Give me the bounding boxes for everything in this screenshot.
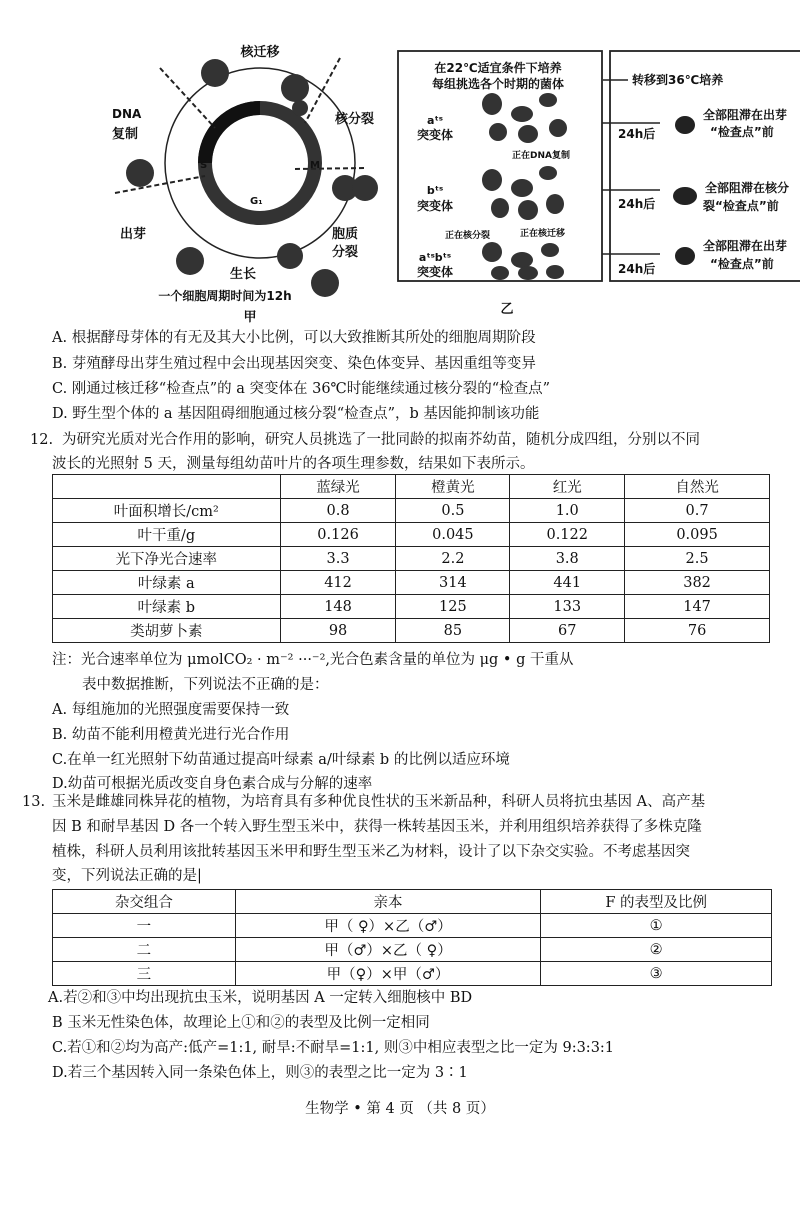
label-nuclear-division: 核分裂 — [335, 112, 375, 127]
cycle-arrow-circle — [165, 68, 355, 258]
q11-option-d: D. 野生型个体的 a 基因阻碍细胞通过核分裂“检查点”，b 基因能抑制该功能 — [52, 406, 540, 422]
q13-stem-1: 玉米是雌雄同株异花的植物，为培育具有多种优良性状的玉米新品种，科研人员将抗虫基因 A、高产基 — [52, 794, 706, 810]
svg-text:突变体: 突变体 — [416, 128, 454, 142]
q13-option-d: D.若三个基因转入同一条染色体上，则③的表型之比一定为 3∶1 — [52, 1065, 468, 1081]
figure-yi — [398, 51, 800, 317]
svg-text:正在核迁移: 正在核迁移 — [520, 229, 566, 239]
q13-number: 13. — [22, 794, 46, 810]
table-header-row: 杂交组合 亲本 F 的表型及比例 — [53, 890, 772, 914]
label-m: M — [310, 160, 320, 171]
label-s: S — [200, 160, 208, 171]
svg-text:全部阻滞在出芽: 全部阻滞在出芽 — [703, 239, 788, 253]
q13-option-a: A.若②和③中均出现抗虫玉米，说明基因 A 一定转入细胞核中 BD — [48, 990, 473, 1006]
figure-title-yi: 乙 — [500, 302, 514, 317]
table-row: 一 甲（ ♀）×乙（♂） ① — [53, 914, 772, 938]
svg-text:24h后: 24h后 — [618, 127, 656, 141]
page-footer: 生物学 • 第 4 页 （共 8 页） — [305, 1101, 495, 1117]
q12-option-d: D.幼苗可根据光质改变自身色素合成与分解的速率 — [52, 776, 373, 792]
label-g1: G₁ — [250, 196, 263, 207]
table-row: 叶绿素 a 412 314 441 382 — [53, 571, 770, 595]
q12-table — [52, 474, 770, 643]
label-budding: 出芽 — [120, 227, 147, 242]
svg-text:aᵗˢbᵗˢ: aᵗˢbᵗˢ — [418, 251, 452, 264]
svg-text:“检查点”前: “检查点”前 — [710, 125, 774, 139]
label-dna: DNA — [112, 107, 142, 121]
table-row: 二 甲（♂）×乙（ ♀） ② — [53, 938, 772, 962]
label-growth: 生长 — [230, 267, 257, 282]
yi-transfer: 转移到36℃培养 — [632, 73, 724, 87]
table-row: 叶面积增长/cm² 0.8 0.5 1.0 0.7 — [53, 499, 770, 523]
svg-text:正在DNA复制: 正在DNA复制 — [512, 151, 570, 161]
q12-option-c: C.在单一红光照射下幼苗通过提高叶绿素 a/叶绿素 b 的比例以适应环境 — [52, 752, 510, 768]
q11-option-a: A. 根据酵母芽体的有无及其大小比例，可以大致推断其所处的细胞周期阶段 — [52, 330, 536, 346]
figure-cell-cycle — [100, 28, 790, 326]
table-header-row: 蓝绿光 橙黄光 红光 自然光 — [53, 475, 770, 499]
svg-text:裂“检查点”前: 裂“检查点”前 — [703, 199, 779, 213]
q11-option-c: C. 刚通过核迁移“检查点”的 a 突变体在 36℃时能继续通过核分裂的“检查点” — [52, 381, 551, 397]
svg-text:24h后: 24h后 — [618, 197, 656, 211]
q12-note-1: 注：光合速率单位为 μmolCO₂ · m⁻² ···⁻²,光合色素含量的单位为 μg • g 干重从 — [52, 652, 574, 668]
table-row: 类胡萝卜素 98 85 67 76 — [53, 619, 770, 643]
yi-header-1: 在22℃适宜条件下培养 — [434, 61, 562, 75]
svg-text:“检查点”前: “检查点”前 — [710, 257, 774, 271]
svg-text:正在核分裂: 正在核分裂 — [445, 231, 491, 241]
q12-option-a: A. 每组施加的光照强度需要保持一致 — [52, 702, 290, 718]
svg-text:突变体: 突变体 — [416, 199, 454, 213]
table-row: 叶干重/g 0.126 0.045 0.122 0.095 — [53, 523, 770, 547]
svg-text:全部阻滞在出芽: 全部阻滞在出芽 — [703, 108, 788, 122]
q13-option-b: B 玉米无性染色体，故理论上①和②的表型及比例一定相同 — [52, 1015, 430, 1031]
svg-text:24h后: 24h后 — [618, 262, 656, 276]
svg-text:bᵗˢ: bᵗˢ — [426, 184, 444, 197]
caption-cycle-time: 一个细胞周期时间为12h — [158, 289, 292, 303]
svg-text:全部阻滞在核分: 全部阻滞在核分 — [705, 181, 790, 195]
q13-stem-3: 植株，科研人员利用该批转基因玉米甲和野生型玉米乙为材料，设计了以下杂交实验。不考虑基因突 — [52, 844, 690, 860]
q13-table — [52, 889, 772, 986]
q12-option-b: B. 幼苗不能利用橙黄光进行光合作用 — [52, 727, 290, 743]
q12-stem-2: 波长的光照射 5 天，测量每组幼苗叶片的各项生理参数，结果如下表所示。 — [52, 456, 535, 472]
table-row: 光下净光合速率 3.3 2.2 3.8 2.5 — [53, 547, 770, 571]
figure-jia — [112, 44, 378, 325]
q13-stem-4: 变，下列说法正确的是| — [52, 868, 202, 884]
label-cytokinesis-2: 分裂 — [332, 245, 359, 260]
table-row: 叶绿素 b 148 125 133 147 — [53, 595, 770, 619]
yi-row-bts — [417, 166, 789, 241]
figure-title-jia: 甲 — [243, 310, 257, 325]
label-replication: 复制 — [112, 127, 139, 142]
yi-header-2: 每组挑选各个时期的菌体 — [431, 77, 565, 91]
label-cytokinesis-1: 胞质 — [332, 227, 359, 242]
q12-note-2: 表中数据推断，下列说法不正确的是： — [82, 677, 329, 693]
svg-text:aᵗˢ: aᵗˢ — [427, 114, 443, 127]
q13-option-c: C.若①和②均为高产:低产=1:1, 耐旱:不耐旱=1:1, 则③中相应表型之比一定为 9:3:3:1 — [52, 1040, 615, 1056]
q13-stem-2: 因 B 和耐旱基因 D 各一个转入野生型玉米中，获得一株转基因玉米，并利用组织培养获得了多株克隆 — [52, 819, 702, 835]
q12-number: 12. — [30, 432, 54, 448]
svg-text:突变体: 突变体 — [416, 265, 454, 279]
label-nuclear-migration: 核迁移 — [240, 45, 280, 60]
q12-stem-1: 为研究光质对光合作用的影响，研究人员挑选了一批同龄的拟南芥幼苗，随机分成四组，分别以不同 — [62, 432, 700, 448]
yeast-cells — [126, 59, 378, 297]
q11-option-b: B. 芽殖酵母出芽生殖过程中会出现基因突变、染色体变异、基因重组等变异 — [52, 356, 536, 372]
label-g2: G₂ — [250, 124, 263, 135]
table-row: 三 甲（♀）×甲（♂） ③ — [53, 962, 772, 986]
